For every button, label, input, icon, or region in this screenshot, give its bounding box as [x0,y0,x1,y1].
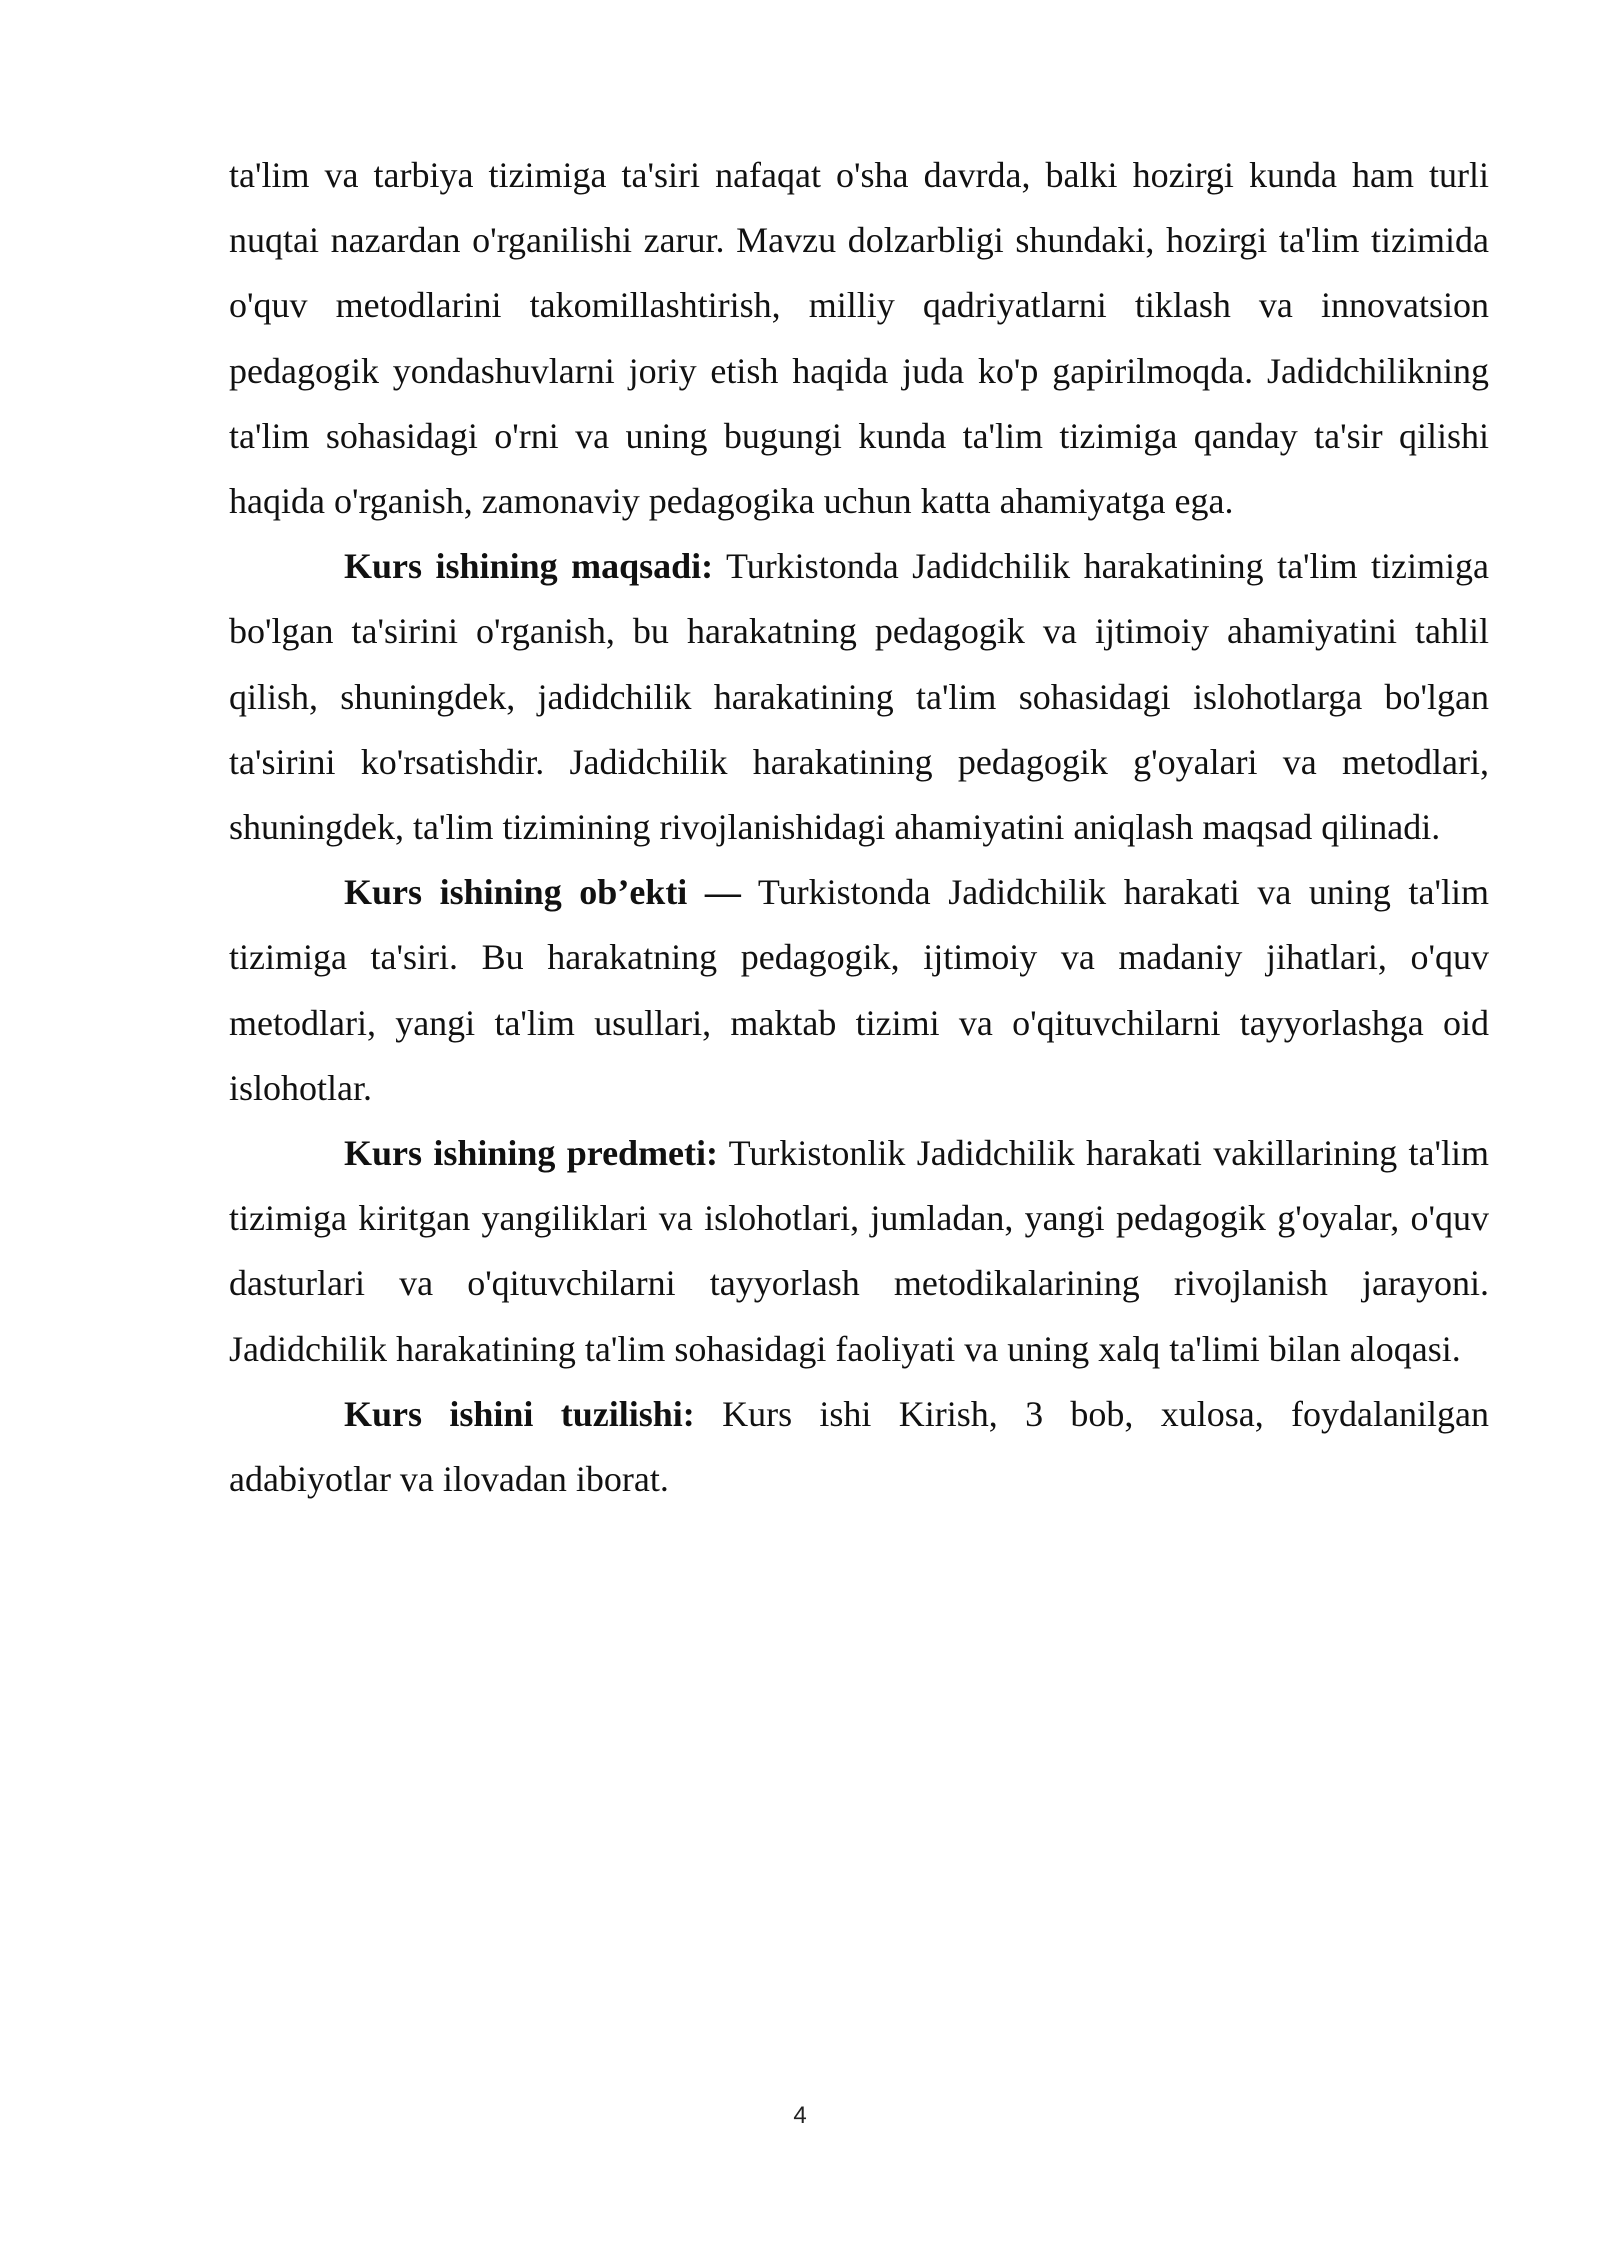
paragraph-intro [229,143,1489,534]
paragraph-maqsadi [229,534,1489,860]
paragraph-label: Kurs ishining predmeti: [344,1133,719,1174]
paragraph-tuzilishi [229,1382,1489,1512]
paragraph-text: Turkistonda Jadidchilik harakati va uning ta'lim tizimiga ta'siri. Bu harakatning pedagogik, ijtimoiy va madaniy jihatlari, o'quv metodlari, yangi ta'lim usullari, maktab tizimi va o'qituvchilarni tayyorlashga oid islohotlar. [229,872,1489,1108]
paragraph-label: Kurs ishini tuzilishi: [344,1393,695,1434]
paragraph-text: Turkistonlik Jadidchilik harakati vakillarining ta'lim tizimiga kiritgan yangiliklari va islohotlari, jumladan, yangi pedagogik g'oyalar, o'quv dasturlari va o'qituvchilarni tayyorlash metodikalarining rivojlanish jarayoni. Jadidchilik harakatining ta'lim sohasidagi faoliyati va uning xalq ta'limi bilan aloqasi. [229,1133,1489,1369]
paragraph-label: Kurs ishining ob’ekti — [344,872,741,913]
paragraph-obekti [229,860,1489,1121]
paragraph-label: Kurs ishining maqsadi: [344,546,714,587]
paragraph-text: Turkistonda Jadidchilik harakatining ta'lim tizimiga bo'lgan ta'sirini o'rganish, bu harakatning pedagogik va ijtimoiy ahamiyatini tahlil qilish, shuningdek, jadidchilik harakatining ta'lim sohasidagi islohotlarga bo'lgan ta'sirini ko'rsatishdir. Jadidchilik harakatining pedagogik g'oyalari va metodlari, shuningdek, ta'lim tizimining rivojlanishidagi ahamiyatini aniqlash maqsad qilinadi. [229,546,1490,848]
paragraph-text: ta'lim va tarbiya tizimiga ta'siri nafaqat o'sha davrda, balki hozirgi kunda ham turli nuqtai nazardan o'rganilishi zarur. Mavzu dolzarbligi shundaki, hozirgi ta'lim tizimida o'quv metodlarini takomillashtirish, milliy qadriyatlarni tiklash va innovatsion pedagogik yondashuvlarni joriy etish haqida juda ko'p gapirilmoqda. Jadidchilikning ta'lim sohasidagi o'rni va uning bugungi kunda ta'lim tizimiga qanday ta'sir qilishi haqida o'rganish, zamonaviy pedagogika uchun katta ahamiyatga ega. [229,155,1489,522]
page-number: 4 [793,2102,807,2129]
paragraph-text: Kurs ishi Kirish, 3 bob, xulosa, foydalanilgan adabiyotlar va ilovadan iborat. [229,1393,1489,1500]
body-text [229,143,1489,1512]
paragraph-predmeti [229,1121,1489,1382]
